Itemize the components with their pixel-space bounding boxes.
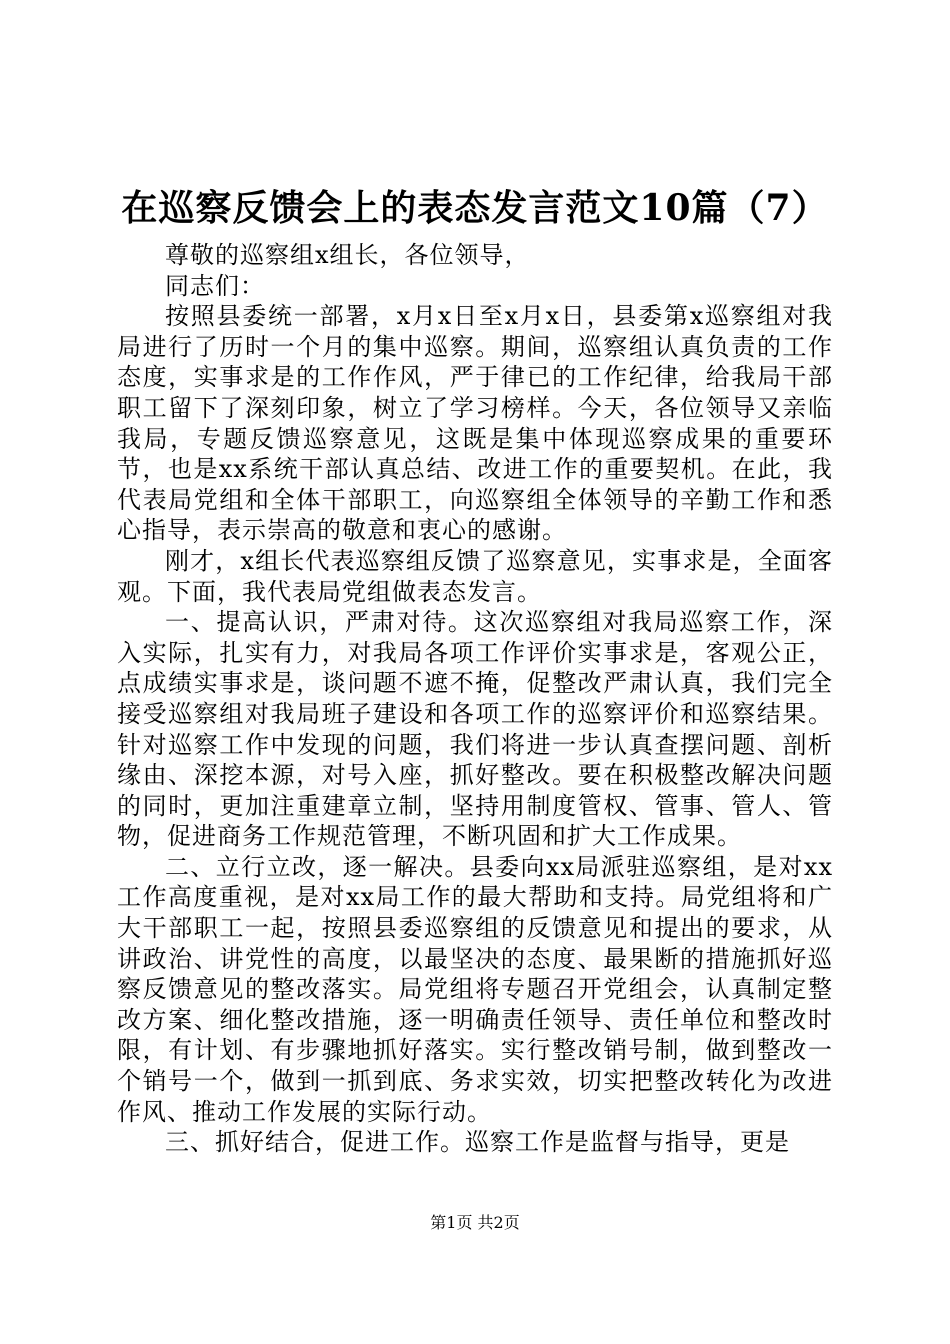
paragraph-5: 三、抓好结合，促进工作。巡察工作是监督与指导，更是 <box>165 1128 790 1157</box>
greeting-line: 同志们： <box>165 271 265 300</box>
page-footer: 第1页 共2页 <box>430 1213 520 1232</box>
paragraph-3: 一、提高认识，严肃对待。这次巡察组对我局巡察工作，深入实际，扎实有力，对我局各项工作评价实事求是，客观公正，点成绩实事求是，谈问题不遮不掩，促整改严肃认真，我们完全接受巡察组对我局班子建设和各项工作的巡察评价和巡察结果。针对巡察工作中发现的问题，我们将进一步认真查摆问题、剖析缘由、深挖本源，对号入座，抓好整改。要在积极整改解决问题的同时，更加注重建章立制，坚持用制度管权、管事、管人、管物，促进商务工作规范管理，不断巩固和扩大工作成果。 <box>117 608 833 851</box>
paragraph-4: 二、立行立改，逐一解决。县委向xx局派驻巡察组，是对xx工作高度重视，是对xx局工作的最大帮助和支持。局党组将和广大干部职工一起，按照县委巡察组的反馈意见和提出的要求，从讲政治、讲党性的高度，以最坚决的态度、最果断的措施抓好巡察反馈意见的整改落实。局党组将专题召开党组会，认真制定整改方案、细化整改措施，逐一明确责任领导、责任单位和整改时限，有计划、有步骤地抓好落实。实行整改销号制，做到整改一个销号一个，做到一抓到底、务求实效，切实把整改转化为改进作风、推动工作发展的实际行动。 <box>117 852 833 1126</box>
document-body <box>117 240 833 1158</box>
salutation-line: 尊敬的巡察组x组长，各位领导， <box>165 241 530 269</box>
paragraph-1: 按照县委统一部署，x月x日至x月x日，县委第x巡察组对我局进行了历时一个月的集中巡察。期间，巡察组认真负责的工作态度，实事求是的工作作风，严于律已的工作纪律，给我局干部职工留下了深刻印象，树立了学习榜样。今天，各位领导又亲临我局，专题反馈巡察意见，这既是集中体现巡察成果的重要环节，也是xx系统干部认真总结、改进工作的重要契机。在此，我代表局党组和全体干部职工，向巡察组全体领导的辛勤工作和悉心指导，表示崇高的敬意和衷心的感谢。 <box>117 302 833 545</box>
document-title: 在巡察反馈会上的表态发言范文10篇（7） <box>121 187 829 229</box>
paragraph-2: 刚才，x组长代表巡察组反馈了巡察意见，实事求是，全面客观。下面，我代表局党组做表态发言。 <box>117 546 833 606</box>
